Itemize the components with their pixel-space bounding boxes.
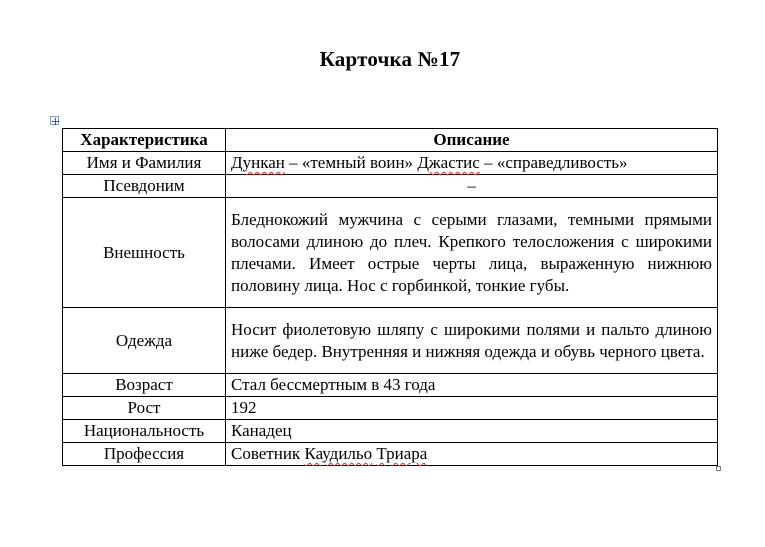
row-label-age: Возраст	[63, 374, 226, 397]
table-header-row	[63, 129, 718, 152]
name-part-duncan: Дункан	[231, 153, 285, 172]
name-part-dark-warrior: – «темный воин»	[284, 153, 418, 172]
row-value-age[interactable]: Стал бессмертным в 43 года	[226, 374, 718, 397]
document-title: Карточка №17	[319, 47, 461, 71]
row-value-clothing[interactable]: Носит фиолетовую шляпу с широкими полями и пальто длиною ниже бедер. Внутренняя и нижняя одежда и обувь черного цвета.	[226, 308, 718, 374]
profession-part-advisor: Советник	[231, 444, 305, 463]
row-value-nationality[interactable]: Канадец	[226, 420, 718, 443]
row-label-alias: Псевдоним	[63, 175, 226, 198]
table-resize-handle-icon[interactable]	[716, 466, 721, 471]
table-row	[63, 198, 718, 308]
row-value-profession[interactable]	[226, 443, 718, 466]
row-value-name[interactable]	[226, 152, 718, 175]
row-label-height: Рост	[63, 397, 226, 420]
profession-part-triar: Триара	[376, 444, 428, 463]
row-value-appearance[interactable]: Бледнокожий мужчина с серыми глазами, темными прямыми волосами длиною до плеч. Крепкого телосложения с широкими плечами. Имеет острые черты лица, выраженную нижнюю половину лица. Нос с горбинкой, тонкие губы.	[226, 198, 718, 308]
row-label-profession: Профессия	[63, 443, 226, 466]
table-row	[63, 397, 718, 420]
name-part-justice: Джастис	[417, 153, 480, 172]
table-move-handle-icon[interactable]	[50, 116, 59, 125]
character-card-table	[62, 128, 718, 466]
name-part-justice-meaning: – «справедливость»	[479, 153, 628, 172]
row-value-height[interactable]: 192	[226, 397, 718, 420]
table-row	[63, 308, 718, 374]
row-value-alias[interactable]: –	[226, 175, 718, 198]
table-row	[63, 420, 718, 443]
row-label-name: Имя и Фамилия	[63, 152, 226, 175]
row-label-appearance: Внешность	[63, 198, 226, 308]
table-row	[63, 374, 718, 397]
table-row	[63, 152, 718, 175]
row-label-nationality: Национальность	[63, 420, 226, 443]
header-description: Описание	[226, 129, 718, 152]
row-label-clothing: Одежда	[63, 308, 226, 374]
table-row	[63, 175, 718, 198]
profession-part-caudillo: Каудильо	[304, 444, 373, 463]
header-characteristic: Характеристика	[63, 129, 226, 152]
table-row	[63, 443, 718, 466]
